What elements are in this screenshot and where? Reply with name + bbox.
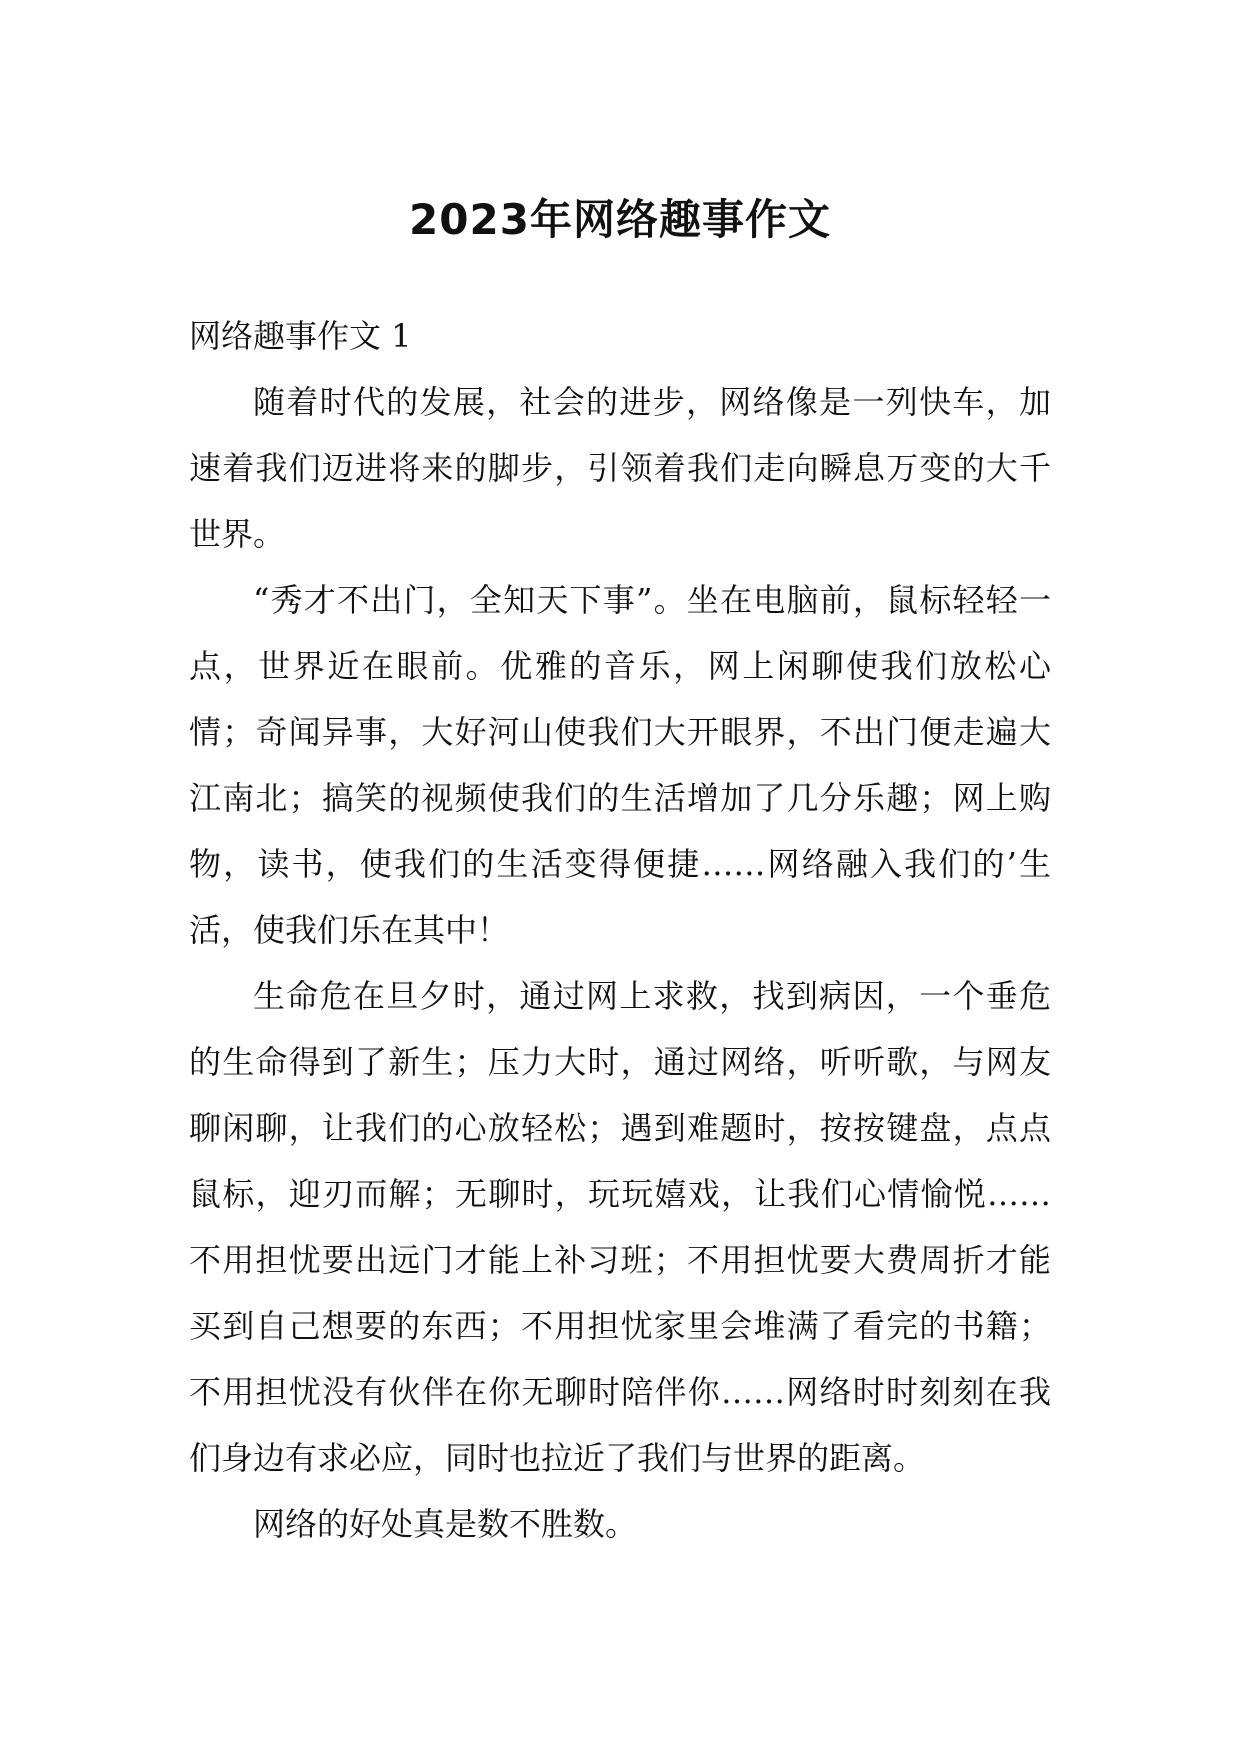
document-title: 2023年网络趣事作文	[409, 195, 831, 244]
paragraph-2: “秀才不出门，全知天下事”。坐在电脑前，鼠标轻轻一点，世界近在眼前。优雅的音乐，网上闲聊使我们放松心情；奇闻异事，大好河山使我们大开眼界，不出门便走遍大江南北；搞笑的视频使我们的生活增加了几分乐趣；网上购物，读书，使我们的生活变得便捷……网络融入我们的’生活，使我们乐在其中！	[189, 581, 1051, 949]
section-heading: 网络趣事作文 1	[189, 317, 412, 355]
paragraph-1: 随着时代的发展，社会的进步，网络像是一列快车，加速着我们迈进将来的脚步，引领着我们走向瞬息万变的大千世界。	[189, 383, 1051, 553]
paragraph-3: 生命危在旦夕时，通过网上求救，找到病因，一个垂危的生命得到了新生；压力大时，通过网络，听听歌，与网友聊闲聊，让我们的心放轻松；遇到难题时，按按键盘，点点鼠标，迎刃而解；无聊时，玩玩嬉戏，让我们心情愉悦……不用担忧要出远门才能上补习班；不用担忧要大费周折才能买到自己想要的东西；不用担忧家里会堆满了看完的书籍；不用担忧没有伙伴在你无聊时陪伴你……网络时时刻刻在我们身边有求必应，同时也拉近了我们与世界的距离。	[189, 977, 1051, 1477]
paragraph-4: 网络的好处真是数不胜数。	[253, 1505, 638, 1543]
document-body	[189, 303, 1051, 1557]
